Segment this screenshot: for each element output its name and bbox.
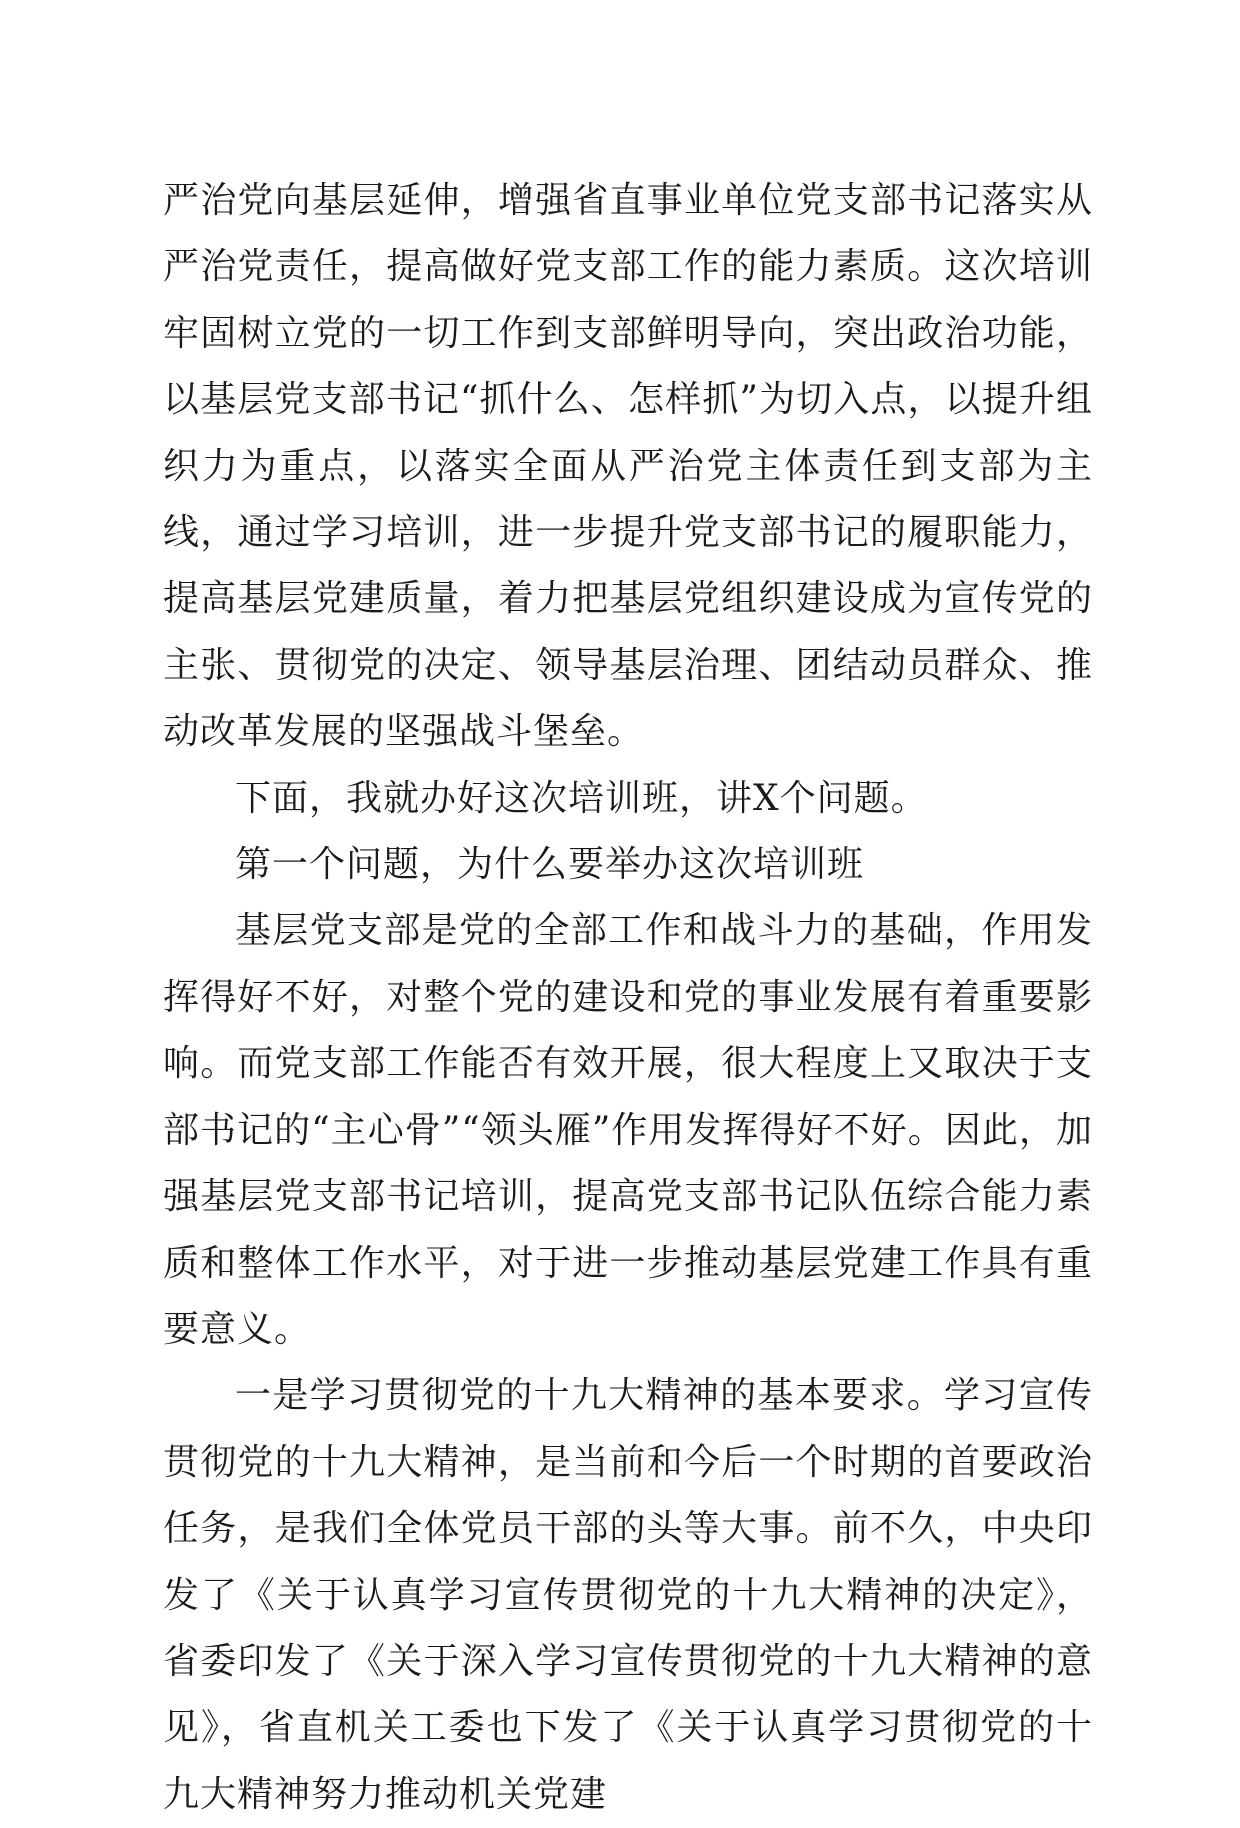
section-heading-first-question: 第一个问题，为什么要举办这次培训班	[235, 844, 865, 886]
paragraph-branch-importance: 基层党支部是党的全部工作和战斗力的基础，作用发挥得好不好，对整个党的建设和党的事业发展有着重要影响。而党支部工作能否有效开展，很大程度上又取决于支部书记的“主心骨”“领头雁”作用发挥得好不好。因此，加强基层党支部书记培训，提高党支部书记队伍综合能力素质和整体工作水平，对于进一步推动基层党建工作具有重要意义。	[163, 910, 1093, 1350]
paragraph-intro-topics: 下面，我就办好这次培训班，讲X个问题。	[235, 777, 928, 819]
paragraph-continuation: 严治党向基层延伸，增强省直事业单位党支部书记落实从严治党责任，提高做好党支部工作的能力素质。这次培训牢固树立党的一切工作到支部鲜明导向，突出政治功能，以基层党支部书记“抓什么、怎样抓”为切入点，以提升组织力为重点，以落实全面从严治党主体责任到支部为主线，通过学习培训，进一步提升党支部书记的履职能力，提高基层党建质量，着力把基层党组织建设成为宣传党的主张、贯彻党的决定、领导基层治理、团结动员群众、推动改革发展的坚强战斗堡垒。	[163, 180, 1093, 753]
paragraph-point-one: 一是学习贯彻党的十九大精神的基本要求。学习宣传贯彻党的十九大精神，是当前和今后一个时期的首要政治任务，是我们全体党员干部的头等大事。前不久，中央印发了《关于认真学习宣传贯彻党的十九大精神的决定》，省委印发了《关于深入学习宣传贯彻党的十九大精神的意见》，省直机关工委也下发了《关于认真学习贯彻党的十九大精神努力推动机关党建	[163, 1375, 1093, 1815]
document-body	[163, 168, 1093, 1828]
